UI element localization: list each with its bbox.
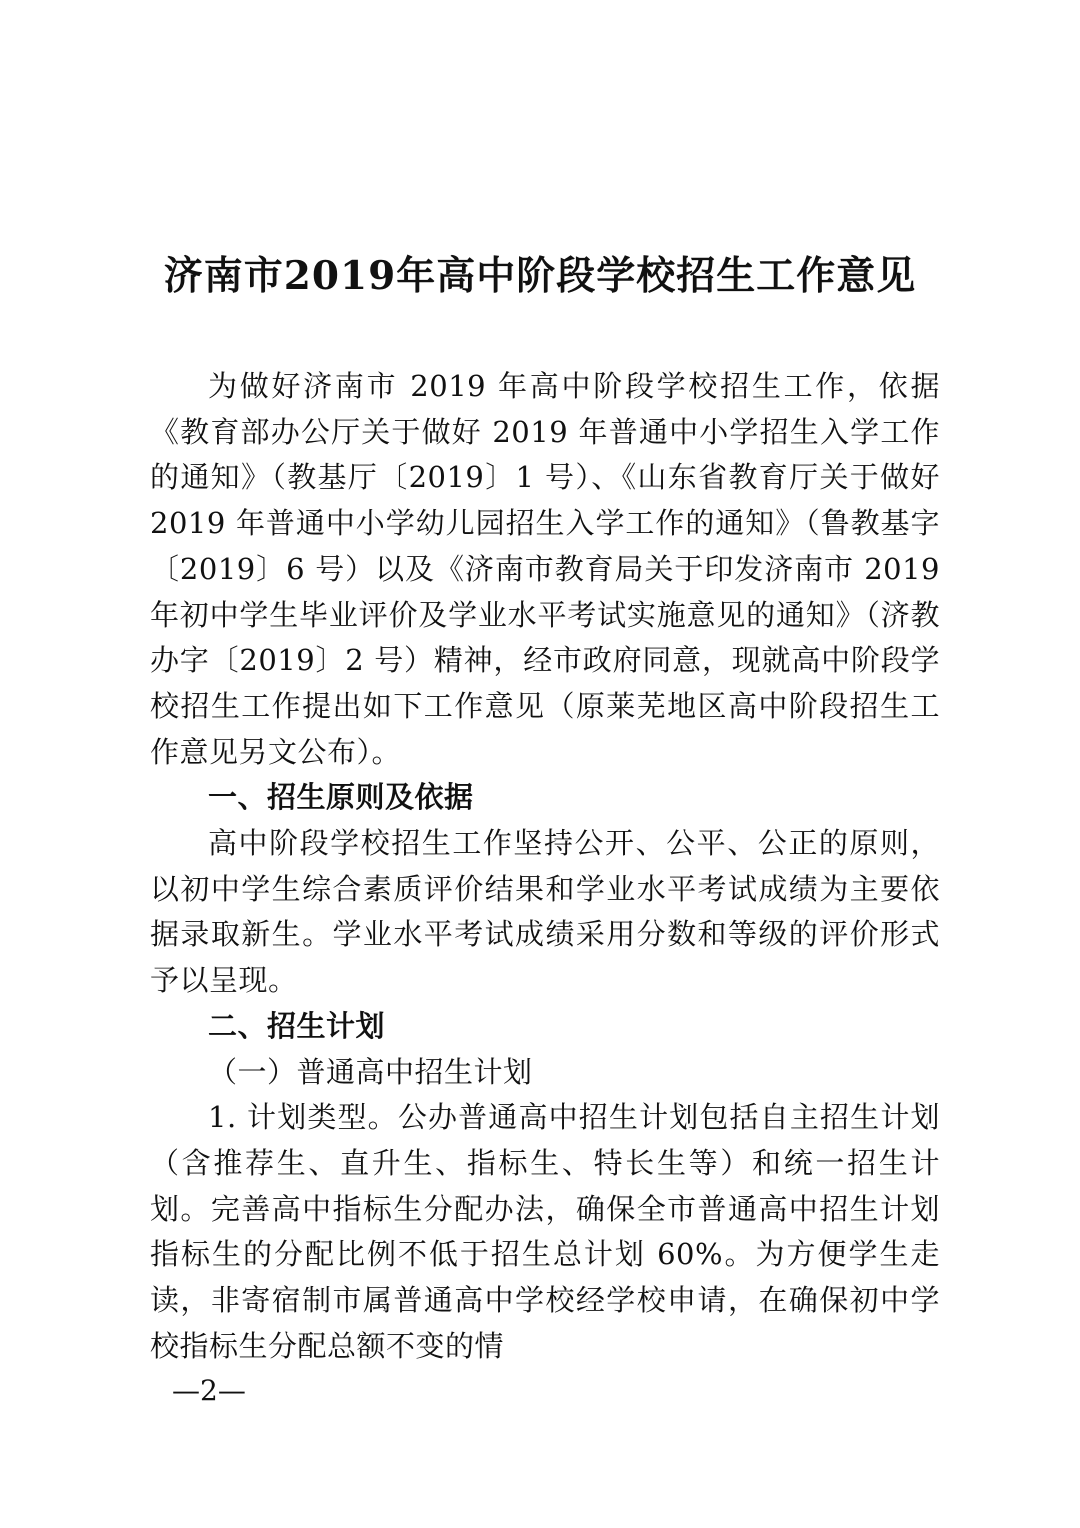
section-2-heading: 二、招生计划 xyxy=(208,1008,386,1043)
intro-paragraph: 为做好济南市 2019 年高中阶段学校招生工作，依据《教育部办公厅关于做好 2019 年普通中小学招生入学工作的通知》（教基厅〔2019〕1 号）、《山东省教育厅关于做好 2019 年普通中小学幼儿园招生入学工作的通知》（鲁教基字〔2019〕6 号）以及《济南市教育局关于印发济南市 2019 年初中学生毕业评价及学业水平考试实施意见的通知》（济教办字〔2019〕2 号）精神，经市政府同意，现就高中阶段学校招生工作提出如下工作意见（原莱芜地区高中阶段招生工作意见另文公布）。 xyxy=(150,369,940,769)
document-body xyxy=(150,364,940,1369)
page-number: —2— xyxy=(172,1374,246,1407)
section-1-paragraph: 高中阶段学校招生工作坚持公开、公平、公正的原则，以初中学生综合素质评价结果和学业水平考试成绩为主要依据录取新生。学业水平考试成绩采用分数和等级的评价形式予以呈现。 xyxy=(150,826,940,998)
section-2-subheading-1: （一）普通高中招生计划 xyxy=(208,1054,533,1089)
document-title: 济南市2019年高中阶段学校招生工作意见 xyxy=(163,253,917,299)
section-1-heading: 一、招生原则及依据 xyxy=(208,780,474,815)
section-2-item-1-paragraph: 1. 计划类型。公办普通高中招生计划包括自主招生计划（含推荐生、直升生、指标生、特长生等）和统一招生计划。完善高中指标生分配办法，确保全市普通高中招生计划指标生的分配比例不低于招生总计划 60%。为方便学生走读，非寄宿制市属普通高中学校经学校申请，在确保初中学校指标生分配总额不变的情 xyxy=(150,1100,940,1363)
